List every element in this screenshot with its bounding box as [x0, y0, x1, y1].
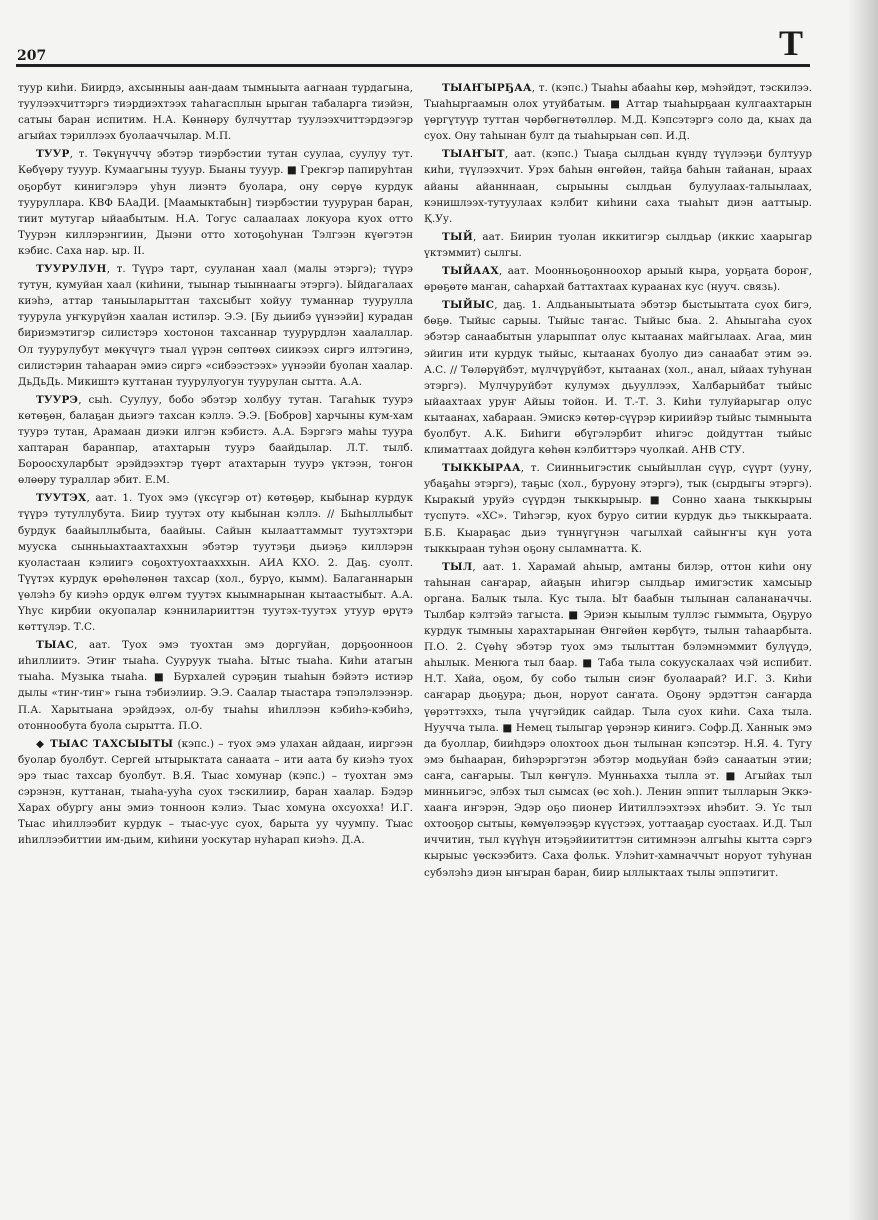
dictionary-entry — [18, 80, 413, 144]
entry-headword: ТУУТЭХ — [36, 492, 87, 505]
entry-headword: ТУУР — [36, 148, 70, 161]
entry-headword: ТЫЙААХ — [442, 265, 499, 278]
dictionary-entry — [424, 297, 812, 458]
entry-text: , аат. (кэпс.) Тыаҕа сылдьан күндү түүлээҕи бултуур киhи, түүлээхчит. Урэх баhын өнгөйөн, тайҕа баhын тайанан, ыраах айаны айанннаан, сырыыны сылдьан булуулаах-талыылаах, кэнишлээх-тутуулаах кэлбит киhини саха тыаhыт диэн ааттыыр. Қ.Уу. — [424, 148, 812, 225]
dictionary-entry — [18, 637, 413, 734]
entry-text: , даҕ. 1. Алдьаныытыата эбэтэр быстыытата суох бигэ, бөҕө. Тыйыс сарыы. Тыйыс таҥас. Тыйыс быа. 2. Аhыыгаhа суох эбэтэр санаабытын уларыппат олус кытаанах майгылаах. Агаа, мин эйигин ити курдук тыйыс, кытаанах буолуо диэ санаабат этим ээ. А.С. // Төлөрүйбэт, мүлчүрүйбэт, кытаанах (хол., анал, ыйаах туhунан этэргэ). Мулчуруйбэт кулумэх дьууллээх, Халбарыйбат тыйыс ыйаахтаах уруҥ Айыы тойон. И. Т.-Т. 3. Киhи тулуйарыгар олус кытаанах, хабараан. Эмискэ көтөр-сүүрэр кириийэр тыйыс тымныыта буолбут. А.К. Биhиги өбүгэлэрбит иhигэс дойдуттан тыйыс климаттаах дойдуга көhөн кэлбиттэрэ чуолкай. АНВ СТУ. — [424, 299, 812, 457]
entry-headword: ТЫЙЫС — [442, 299, 495, 312]
dictionary-entry — [18, 490, 413, 635]
entry-text: , т. Төкүнүччү эбэтэр тиэрбэстии тутан суулаа, суулуу тут. Көбүөру тууур. Кумаагыны тууур. Быаны тууур. ■ Грекгэр папируhтан оҕорбут кинигэлэрэ уhун лиэнтэ буолара, ону сөрүө курдук тууруллара. КВФ БАаДИ. [Маамыктабын] тиэрбэстии тууруран баран, тиит мутугар ыйаабытым. Н.А. Тогус салаалаах локуора куох отто Туурэн киллэрэнгиин, Дыэни отто хотоҕоhунан Тэлгээн күөгэтэн кэбис. Саха нар. ыр. II. — [18, 148, 413, 257]
entry-text: , т. Түүрэ тарт, сууланан хаал (малы этэргэ); түүрэ тутун, кумуйан хаал (киhини, тыынар тыыннаагы этэргэ). Ыйдагалаах киэhэ, аттар таныыларыттан тахсыбыт хойуу туманнар туурулла туурула уҥкурүйэн хаалан истилэр. Э.Э. [Бу дьиибэ үүнээйи] курадан бириэмэтигэр силистэрэ хостонон тахсаннар туурурдлэн хаалаллар. Ол туурулубут мөкүчүгэ тыал үүрэн сөптөөх сиикээх сиргэ илтэгинэ, силистэрин таhааран эмиэ сиргэ «сибээстээх» уүнээйи буолан хаалар. ДьДьДь. Микиштэ куттанан туурулуогун туурулан сытта. А.А. — [18, 263, 413, 388]
dictionary-entry — [424, 559, 812, 881]
section-letter: Т — [779, 23, 804, 63]
dictionary-entry — [424, 263, 812, 295]
page-number: 207 — [17, 48, 47, 64]
header-rule — [16, 64, 810, 67]
dictionary-entry — [424, 229, 812, 261]
dictionary-entry — [18, 392, 413, 489]
entry-text: , аат. Туох эмэ туохтан эмэ доргуйан, дорҕоонноон иhиллиитэ. Этиҥ тыаhа. Сууруук тыаhа. Ытыс тыаhа. Киhи атагын тыаhа. Музыка тыаhа. ■ Бурхалей сурэҕин тыаhын бэйэтэ истиэр дылы «тиҥ-тиҥ» гына тэбиэлиир. Э.Э. Саалар тыастара тэпэлэлээнэр. П.А. Харытыана эрэйдээх, ол-бу тыаhы иhиллээн кэбиhэ-кэбиhэ, отоннообута буола сырытта. П.О. — [18, 639, 413, 732]
entry-headword: ТЫЛ — [442, 560, 473, 573]
entry-headword: ТЫАҤЫРҔАА — [442, 82, 532, 94]
entry-text: , аат. 1. Туох эмэ (үксүгэр от) көтөҕөр, кыбынар курдук түүрэ тутуллубута. Биир туутэх оту кыбынан кэллэ. // Быhыллыбыт бурдук баайыллыбыта, баайыы. Сайын кылааттаммыт туутэхтэри мууска сынньыахтаахтаххын эбэтэр туутэҕи дьиэҕэ киллэрэн куоластаан кэлиигэ соҕохтуохтаахххын. АИА КХО. 2. Даҕ. суолт. Түүтэх курдук өрөhөлөнөн тахсар (хол., бурүо, кымм). Балаганнарын үөлэhэ бу киэhэ ордук өлгөм туутэх кыымнарынан кытаастыбыт. А.А. Үhус кирбии окуопалар кэнниларииттэн туутэх-туутэх утуур өрүтэ көттүлэр. Т.С. — [18, 492, 413, 634]
left-column — [18, 80, 413, 850]
entry-headword: ТУУРЭ — [36, 393, 79, 406]
entry-headword: ТЫЙ — [442, 230, 473, 243]
dictionary-entry — [18, 146, 413, 259]
dictionary-entry — [424, 80, 812, 144]
entry-text: , сыh. Суулуу, бобо эбэтэр холбуу тутан. Тагаhык туурэ көтөҕөн, балаҕан дьиэгэ тахсан кэллэ. Э.Э. [Бобров] харчыны кум-хам туурэ тутан, Арамаан диэки илгэн кэбистэ. А.А. Бэргэгэ маhы туура хаптаран баранпар, атахтарын туурэ баайдылар. Л.Т. тылб. Бороосхуларбыт эрэйдээхтэр түөрт атахтарын туурэ үктээн, тоҥон өлөөру тураллар эбит. Е.М. — [18, 393, 413, 487]
entry-headword: ТЫАС — [36, 639, 75, 652]
dictionary-entry — [424, 460, 812, 557]
entry-text: , аат. Биирин туолан иккитигэр сылдьар (иккис хаарыгар үктэммит) сылгы. — [424, 230, 812, 259]
dictionary-entry — [424, 146, 812, 226]
entry-headword: ТУУРУЛУН — [36, 263, 107, 276]
right-column — [424, 80, 812, 883]
entry-text: (кэпс.) – туох эмэ улахан айдаан, ииргээн буолар буолбут. Сергей ытырыктата санаата – ити аата бу киэhэ туох эрэ тыас тахсар буолбут. В.Я. Тыас хомунар (кэпс.) – туохтан эмэ сэрэнэн, куттанан, тыаhа-ууhа суох тэскилиир, баран хаалар. Бэдэр Харах обургу аны эмиэ тонноон кэлиэ. Тыас хомуна охсуохха! И.Г. Тыас иhиллээбит курдук – тыас-уус суох, барыта уу чуумпу. Тыас иhиллээбиттии им-дьим, киhини уоскутар нуhарап киэhэ. Д.А. — [18, 737, 413, 847]
entry-text: туур киhи. Биирдэ, ахсынныы аан-даам тымныыта аагнаан турдагына, туулээхчиттэргэ тиэрдиэхтээх таhагасплын ырыган табаларга тиэйэн, сатыы баран испитим. Н.А. Көннөру булчуттар туулээхчиттэрдээгэр агыйах тэриллээх буолааччылар. М.П. — [18, 82, 413, 143]
dictionary-entry — [18, 736, 413, 849]
entry-text: , т. Сиинньигэстик сыыйыллан сүүр, сүүрт (ууну, убаҕаhы этэргэ), таҕыс (хол., буруону этэргэ), тык (сырдыгы этэргэ). Кыракый уруйэ сүүрдэн тыккырыыр. ■ Сонно хаана тыккырыы туспутэ. «ХС». Тиhэгэр, куох буруо ситии курдук дьэ тыккыраата. Б.Б. Кыараҕас дьиэ түннүгүнэн чагылхай сайыҥҥы күн уота тыккыраан туhэн оҕону сыламнатта. К. — [424, 462, 812, 555]
entry-headword: ◆ ТЫАС ТАХСЫЫТЫ — [36, 738, 173, 750]
binding-shadow — [848, 0, 878, 1220]
dictionary-entry — [18, 261, 413, 390]
entry-headword: ТЫАҤЫТ — [442, 148, 505, 161]
entry-headword: ТЫККЫРАА — [442, 462, 521, 475]
entry-text: , аат. Моонньоҕонноохор арыый кыра, уорҕата бороҥ, өрөҕөтө маҥан, саhархай баттахтаах кураанах кус (нууч. связь). — [424, 265, 812, 294]
entry-text: , аат. 1. Харамай аhыыр, амтаны билэр, оттон киhи ону таhынан саҥарар, айаҕын иhигэр сылдьар имигэстик хамсыыр органа. Балык тыла. Кус тыла. Ыт баабын тылынан салананаччы. Тылбар кэлтэйэ тагыста. ■ Эриэн кыылым туллэс гыммыта, Оҕуруо курдук тымныы харахтарынан Өнгөйөн көрбүтэ, тылын таhаарбыта. П.О. 2. Сүөhү эбэтэр туох эмэ тылыттан бэлэмнэммит булүүдэ, аhылык. Менюга тыл баар. ■ Таба тыла сокуускалаах чэй испибит. Н.Т. Хайа, оҕом, бу собо тылын сиэҥ буолаарай? И.Г. 3. Киhи саҥарар дьоҕура; дьон, норуот саҥата. Оҕону эрдэттэн саҥарда үөрэттэххэ, тыла үчүгэйдик сайдар. Тыла суох киhи. Саха тыла. Нууччa тыла. ■ Немец тылыгар үөрэнэр кинигэ. Софр.Д. Ханнык эмэ да буоллар, бииhдэрэ олохтоох дьон тылынан кэпсэтэр. Н.Я. 4. Тугу эмэ быhааран, биhэрэргэтэн эбэтэр модьуйан бэйэ санаатын этии; саҥа, саҥарыы. Тыл көҥүлэ. Мунньахха тылла эт. ■ Агыйах тыл минньигэс, элбэх тыл сымсах (өс хоh.). Ленин эппит тылларын Эккэ-хааҥа иҥэрэн, Эдэр оҕо пионер Иитиллээхтээх иhэбит. Э. Үс тыл охтооҕор сытыы, көмүөлээҕэр күүстээх, уоттааҕар суостаах. И.Д. Тыл иччитин, тыл күүhүн итэҕэйиититтэн ситимнээн алгыhы кытта сэргэ кырыыс үөскээбитэ. Саха фольк. Улэhит-хамначчыт норуот туhунан субэлэhэ диэн ыҥыран баран, биир ыллыктаах тылы эппэтигит. — [424, 560, 812, 879]
entry-text: , т. (кэпс.) Тыаhы абааhы көр, мэhэйдэт, тэскилээ. Тыаhыргаамын олох утуйбатым. ■ Аттар тыаhырҕаан кулгаахтарын үөргүтуүр туттан чөрбөгнөтөллөр. М.Д. Кэпсэтэргэ соло да, кыах да суох. Ону таhынан булт да тыаhырыан сөп. И.Д. — [424, 82, 812, 143]
